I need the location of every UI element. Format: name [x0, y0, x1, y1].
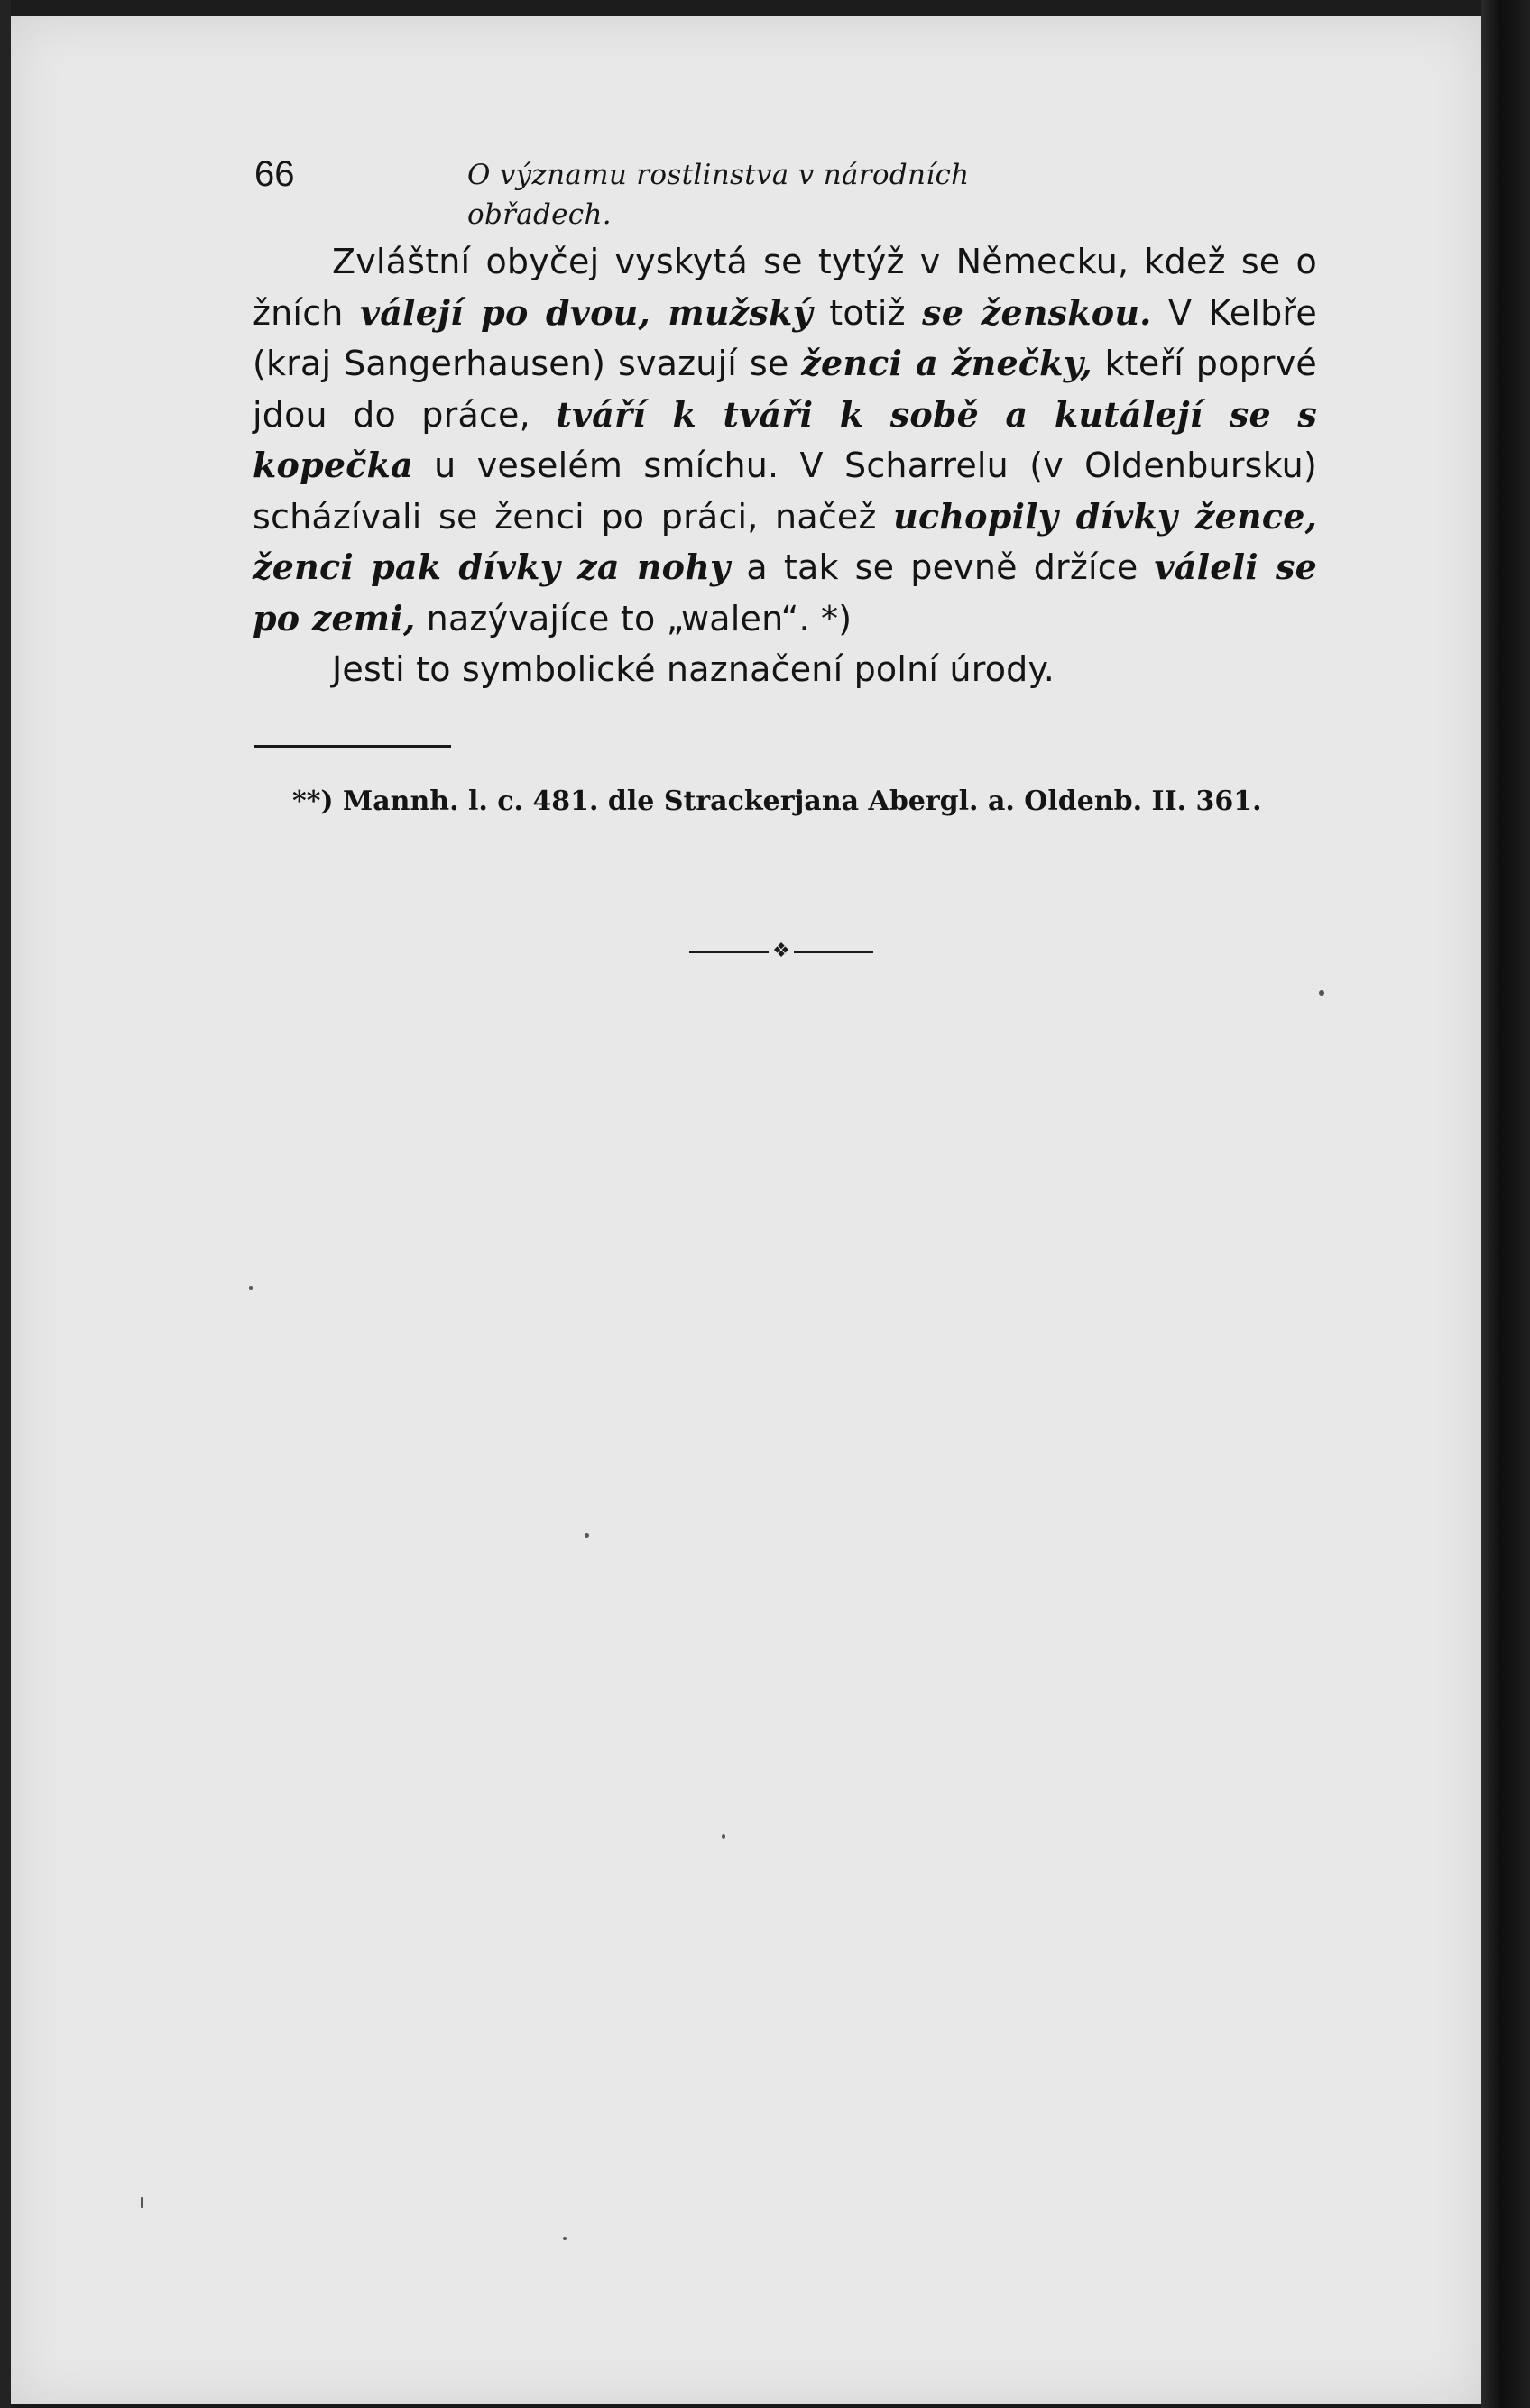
scan-speck [249, 1286, 253, 1290]
page-number: 66 [254, 154, 295, 194]
scan-speck [722, 1834, 725, 1839]
scan-speck [141, 2197, 143, 2208]
text-run: V Kelbře (kraj Sangerhausen) svazují se [253, 292, 1318, 383]
tailpiece-ornament [689, 938, 873, 965]
emphasis-run: váleli se po zemi, [253, 547, 1318, 639]
emphasis-run: se ženskou. [922, 291, 1152, 333]
footnote-rule [254, 745, 451, 748]
running-head [254, 152, 1120, 231]
scan-speck [585, 1533, 589, 1538]
emphasis-run: válejí po dvou, mužský [359, 291, 813, 333]
text-run: kteří poprvé jdou do práce, [253, 344, 1317, 435]
body-text [253, 236, 1317, 695]
footnote: **) Mannh. l. c. 481. dle Strackerjana Abergl. a. Oldenb. II. 361. [292, 786, 1262, 817]
paragraph-1 [253, 236, 1317, 644]
emphasis-run: uchopily dívky žence, ženci pak dívky za nohy [253, 495, 1318, 587]
text-run: totiž [812, 292, 923, 333]
ornamental-rule-icon: ❖ [772, 940, 790, 962]
text-run: u veselém smíchu. V Scharrelu (v Oldenbursku) scházívali se ženci po práci, načež [253, 446, 1317, 537]
page-header-title: O významu rostlinstva v národních obřadech. [467, 159, 970, 231]
emphasis-run: ženci a žnečky, [801, 343, 1092, 383]
text-run: a tak se pevně držíce [730, 547, 1155, 587]
scan-speck [563, 2237, 567, 2240]
scan-speck [1319, 990, 1324, 996]
scan-top-edge [0, 0, 1530, 16]
tailpiece-line-right [794, 951, 873, 953]
scan-left-edge [0, 0, 11, 2408]
text-run: nazývajíce to „walen“. *) [415, 598, 853, 639]
text-run: Zvláštní obyčej vyskytá se tytýž v Německu, kdež se o žních [253, 242, 1317, 333]
paragraph-2: Jesti to symbolické naznačení polní úrody. [332, 649, 1055, 689]
tailpiece-line-left [689, 951, 769, 953]
scan-right-edge [1481, 0, 1530, 2408]
emphasis-run: tváří k tváři k sobě a kutálejí se s kopečka [253, 393, 1318, 485]
